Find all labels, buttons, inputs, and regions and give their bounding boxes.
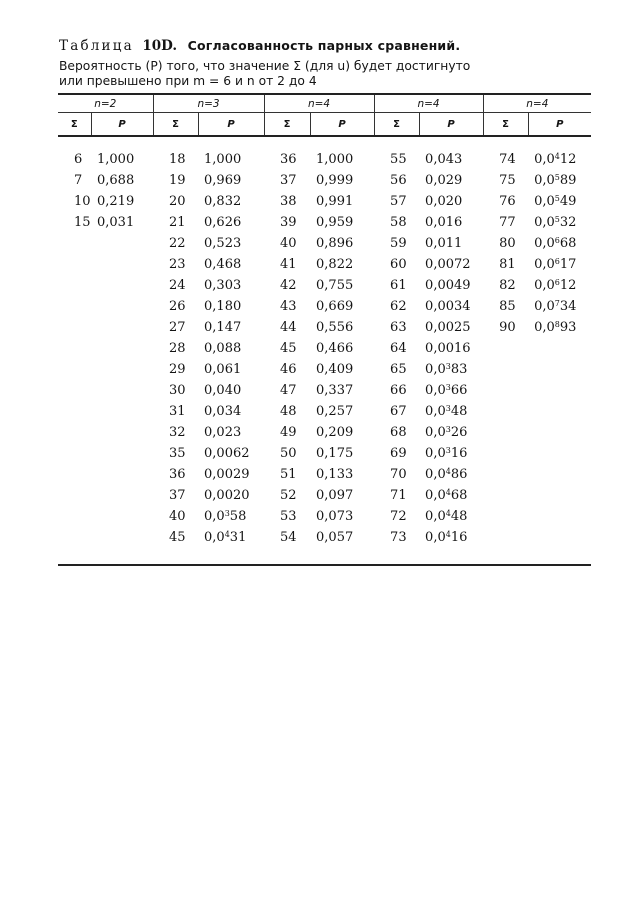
table-caption (59, 37, 579, 88)
p-cell: 0,466 (316, 341, 354, 356)
empty-cell (58, 317, 91, 338)
p-column-header: P (310, 113, 374, 137)
sigma-cell: 22 (169, 236, 186, 251)
empty-cell (528, 443, 591, 464)
p-cell: 0,097 (316, 488, 354, 503)
table-row (58, 506, 591, 527)
sigma-cell: 41 (280, 257, 297, 272)
p-cell: 0,669 (316, 299, 354, 314)
empty-cell (91, 296, 153, 317)
sigma-column-header: Σ (483, 113, 528, 137)
empty-cell (528, 506, 591, 527)
p-cell: 0,043 (425, 152, 463, 167)
sigma-cell: 21 (169, 215, 186, 230)
sigma-cell: 82 (499, 278, 516, 293)
table-bottom-rule (58, 548, 591, 565)
group-header: n=2 (58, 94, 153, 113)
table-row (58, 149, 591, 170)
probability-table-container (58, 93, 591, 566)
table-row (58, 275, 591, 296)
p-cell: $0,0^468$ (425, 488, 468, 503)
p-cell: 0,209 (316, 425, 354, 440)
p-cell: 0,0034 (425, 299, 471, 314)
empty-cell (91, 527, 153, 548)
empty-cell (58, 359, 91, 380)
empty-cell (58, 233, 91, 254)
sigma-cell: 71 (390, 488, 407, 503)
empty-cell (483, 380, 528, 401)
table-row (58, 359, 591, 380)
sigma-cell: 49 (280, 425, 297, 440)
p-cell: $0,0^532$ (534, 215, 577, 230)
table-row (58, 485, 591, 506)
sigma-cell: 67 (390, 404, 407, 419)
probability-table (58, 93, 591, 566)
sigma-cell: 23 (169, 257, 186, 272)
sigma-cell: 39 (280, 215, 297, 230)
sigma-cell: 59 (390, 236, 407, 251)
p-cell: $0,0^416$ (425, 530, 468, 545)
sigma-cell: 37 (280, 173, 297, 188)
p-cell: 0,031 (97, 215, 135, 230)
sigma-cell: 48 (280, 404, 297, 419)
caption-title-line (59, 37, 579, 55)
p-cell: $0,0^668$ (534, 236, 577, 251)
empty-cell (483, 359, 528, 380)
table-row (58, 464, 591, 485)
sigma-cell: 65 (390, 362, 407, 377)
p-cell: 0,755 (316, 278, 354, 293)
sigma-cell: 70 (390, 467, 407, 482)
column-header-row (58, 113, 591, 137)
table-row (58, 254, 591, 275)
sigma-cell: 62 (390, 299, 407, 314)
p-cell: 0,832 (204, 194, 242, 209)
group-header-row (58, 94, 591, 113)
table-row (58, 401, 591, 422)
sigma-cell: 36 (169, 467, 186, 482)
sigma-cell: 52 (280, 488, 297, 503)
sigma-cell: 31 (169, 404, 186, 419)
empty-cell (58, 464, 91, 485)
empty-cell (58, 401, 91, 422)
sigma-cell: 42 (280, 278, 297, 293)
empty-cell (58, 527, 91, 548)
sigma-cell: 66 (390, 383, 407, 398)
sigma-cell: 64 (390, 341, 407, 356)
p-column-header: P (419, 113, 483, 137)
sigma-cell: 90 (499, 320, 516, 335)
sigma-cell: 6 (74, 152, 83, 167)
sigma-cell: 37 (169, 488, 186, 503)
p-cell: 0,409 (316, 362, 354, 377)
p-cell: 0,023 (204, 425, 242, 440)
empty-cell (483, 527, 528, 548)
empty-cell (58, 275, 91, 296)
table-row (58, 170, 591, 191)
table-body (58, 136, 591, 565)
sigma-cell: 68 (390, 425, 407, 440)
p-cell: 0,257 (316, 404, 354, 419)
sigma-cell: 27 (169, 320, 186, 335)
empty-cell (483, 506, 528, 527)
empty-cell (483, 464, 528, 485)
empty-cell (91, 422, 153, 443)
empty-cell (91, 254, 153, 275)
sigma-cell: 69 (390, 446, 407, 461)
group-header: n=4 (483, 94, 591, 113)
sigma-cell: 60 (390, 257, 407, 272)
group-header: n=3 (153, 94, 264, 113)
p-cell: 1,000 (316, 152, 354, 167)
p-cell: 0,020 (425, 194, 463, 209)
p-cell: 0,523 (204, 236, 242, 251)
p-cell: 0,468 (204, 257, 242, 272)
empty-cell (483, 338, 528, 359)
sigma-cell: 7 (74, 173, 83, 188)
p-cell: 0,034 (204, 404, 242, 419)
empty-cell (91, 233, 153, 254)
sigma-cell: 50 (280, 446, 297, 461)
sigma-cell: 32 (169, 425, 186, 440)
p-column-header: P (198, 113, 264, 137)
sigma-cell: 46 (280, 362, 297, 377)
sigma-cell: 40 (280, 236, 297, 251)
p-cell: 0,040 (204, 383, 242, 398)
empty-cell (528, 380, 591, 401)
p-cell: $0,0^316$ (425, 446, 468, 461)
empty-cell (58, 254, 91, 275)
caption-line-2: или превышено при m = 6 и n от 2 до 4 (59, 73, 317, 88)
table-row (58, 443, 591, 464)
empty-cell (58, 485, 91, 506)
p-cell: $0,0^734$ (534, 299, 577, 314)
p-cell: 0,175 (316, 446, 354, 461)
empty-cell (91, 485, 153, 506)
empty-cell (91, 401, 153, 422)
sigma-column-header: Σ (374, 113, 419, 137)
empty-cell (528, 422, 591, 443)
p-cell: 0,0025 (425, 320, 471, 335)
p-cell: $0,0^617$ (534, 257, 577, 272)
p-column-header: P (528, 113, 591, 137)
table-row (58, 527, 591, 548)
p-cell: 0,061 (204, 362, 242, 377)
group-header: n=4 (374, 94, 483, 113)
caption-title: Согласованность парных сравнений. (187, 38, 461, 53)
p-cell: $0,0^612$ (534, 278, 577, 293)
sigma-cell: 81 (499, 257, 516, 272)
p-cell: 0,219 (97, 194, 135, 209)
p-cell: $0,0^348$ (425, 404, 468, 419)
empty-cell (58, 443, 91, 464)
sigma-cell: 44 (280, 320, 297, 335)
empty-cell (91, 464, 153, 485)
empty-cell (528, 485, 591, 506)
empty-cell (58, 506, 91, 527)
caption-number: 10D. (142, 38, 178, 54)
p-cell: 0,556 (316, 320, 354, 335)
sigma-cell: 43 (280, 299, 297, 314)
empty-cell (91, 317, 153, 338)
p-cell: 0,991 (316, 194, 354, 209)
p-cell: 0,999 (316, 173, 354, 188)
empty-cell (528, 401, 591, 422)
table-row (58, 296, 591, 317)
sigma-cell: 30 (169, 383, 186, 398)
sigma-cell: 20 (169, 194, 186, 209)
p-cell: $0,0^549$ (534, 194, 577, 209)
p-cell: 0,147 (204, 320, 242, 335)
p-cell: 0,011 (425, 236, 463, 251)
sigma-cell: 51 (280, 467, 297, 482)
sigma-cell: 45 (169, 530, 186, 545)
empty-cell (58, 380, 91, 401)
empty-cell (91, 338, 153, 359)
empty-cell (528, 338, 591, 359)
p-cell: 1,000 (97, 152, 135, 167)
sigma-cell: 28 (169, 341, 186, 356)
empty-cell (483, 485, 528, 506)
p-cell: 0,133 (316, 467, 354, 482)
p-cell: $0,0^326$ (425, 425, 468, 440)
empty-cell (528, 359, 591, 380)
table-row (58, 191, 591, 212)
sigma-cell: 36 (280, 152, 297, 167)
p-cell: 0,626 (204, 215, 242, 230)
group-header: n=4 (264, 94, 374, 113)
table-row (58, 380, 591, 401)
sigma-cell: 85 (499, 299, 516, 314)
sigma-cell: 74 (499, 152, 516, 167)
p-cell: 0,016 (425, 215, 463, 230)
empty-cell (58, 422, 91, 443)
p-cell: 0,0020 (204, 488, 250, 503)
empty-cell (91, 359, 153, 380)
sigma-cell: 47 (280, 383, 297, 398)
p-cell: $0,0^431$ (204, 530, 247, 545)
table-row (58, 317, 591, 338)
sigma-cell: 80 (499, 236, 516, 251)
empty-cell (483, 401, 528, 422)
sigma-cell: 55 (390, 152, 407, 167)
empty-cell (483, 443, 528, 464)
sigma-cell: 35 (169, 446, 186, 461)
p-cell: $0,0^366$ (425, 383, 468, 398)
p-cell: $0,0^358$ (204, 509, 247, 524)
sigma-cell: 63 (390, 320, 407, 335)
p-cell: $0,0^589$ (534, 173, 577, 188)
empty-cell (91, 506, 153, 527)
sigma-cell: 53 (280, 509, 297, 524)
p-cell: 0,0062 (204, 446, 250, 461)
sigma-cell: 72 (390, 509, 407, 524)
table-row (58, 422, 591, 443)
sigma-cell: 29 (169, 362, 186, 377)
p-cell: $0,0^486$ (425, 467, 468, 482)
p-cell: $0,0^383$ (425, 362, 468, 377)
p-cell: 0,688 (97, 173, 135, 188)
p-column-header: P (91, 113, 153, 137)
empty-cell (483, 422, 528, 443)
caption-description (59, 59, 579, 88)
table-row (58, 233, 591, 254)
sigma-cell: 61 (390, 278, 407, 293)
empty-cell (91, 380, 153, 401)
sigma-cell: 56 (390, 173, 407, 188)
p-cell: 0,073 (316, 509, 354, 524)
sigma-cell: 40 (169, 509, 186, 524)
p-cell: 0,896 (316, 236, 354, 251)
sigma-cell: 19 (169, 173, 186, 188)
empty-cell (58, 296, 91, 317)
sigma-cell: 24 (169, 278, 186, 293)
p-cell: 0,029 (425, 173, 463, 188)
sigma-cell: 38 (280, 194, 297, 209)
sigma-cell: 26 (169, 299, 186, 314)
sigma-cell: 58 (390, 215, 407, 230)
p-cell: 1,000 (204, 152, 242, 167)
sigma-cell: 57 (390, 194, 407, 209)
p-cell: 0,0049 (425, 278, 471, 293)
sigma-cell: 15 (74, 215, 91, 230)
empty-cell (91, 443, 153, 464)
sigma-cell: 73 (390, 530, 407, 545)
sigma-column-header: Σ (58, 113, 91, 137)
p-cell: 0,303 (204, 278, 242, 293)
p-cell: 0,0072 (425, 257, 471, 272)
p-cell: 0,057 (316, 530, 354, 545)
p-cell: 0,088 (204, 341, 242, 356)
sigma-cell: 54 (280, 530, 297, 545)
table-row (58, 212, 591, 233)
table-row (58, 338, 591, 359)
p-cell: 0,822 (316, 257, 354, 272)
empty-cell (528, 527, 591, 548)
p-cell: 0,180 (204, 299, 242, 314)
p-cell: 0,0029 (204, 467, 250, 482)
sigma-cell: 77 (499, 215, 516, 230)
p-cell: 0,337 (316, 383, 354, 398)
sigma-cell: 45 (280, 341, 297, 356)
sigma-column-header: Σ (264, 113, 310, 137)
sigma-cell: 10 (74, 194, 91, 209)
caption-line-1: Вероятность (P) того, что значение Σ (для u) будет достигнуто (59, 59, 471, 73)
sigma-cell: 18 (169, 152, 186, 167)
empty-cell (528, 464, 591, 485)
sigma-cell: 75 (499, 173, 516, 188)
p-cell: 0,969 (204, 173, 242, 188)
empty-cell (58, 338, 91, 359)
sigma-cell: 76 (499, 194, 516, 209)
p-cell: 0,0016 (425, 341, 471, 356)
caption-label: Таблица (59, 38, 134, 54)
sigma-column-header: Σ (153, 113, 198, 137)
empty-cell (91, 275, 153, 296)
p-cell: $0,0^893$ (534, 320, 577, 335)
p-cell: 0,959 (316, 215, 354, 230)
p-cell: $0,0^448$ (425, 509, 468, 524)
p-cell: $0,0^412$ (534, 152, 577, 167)
